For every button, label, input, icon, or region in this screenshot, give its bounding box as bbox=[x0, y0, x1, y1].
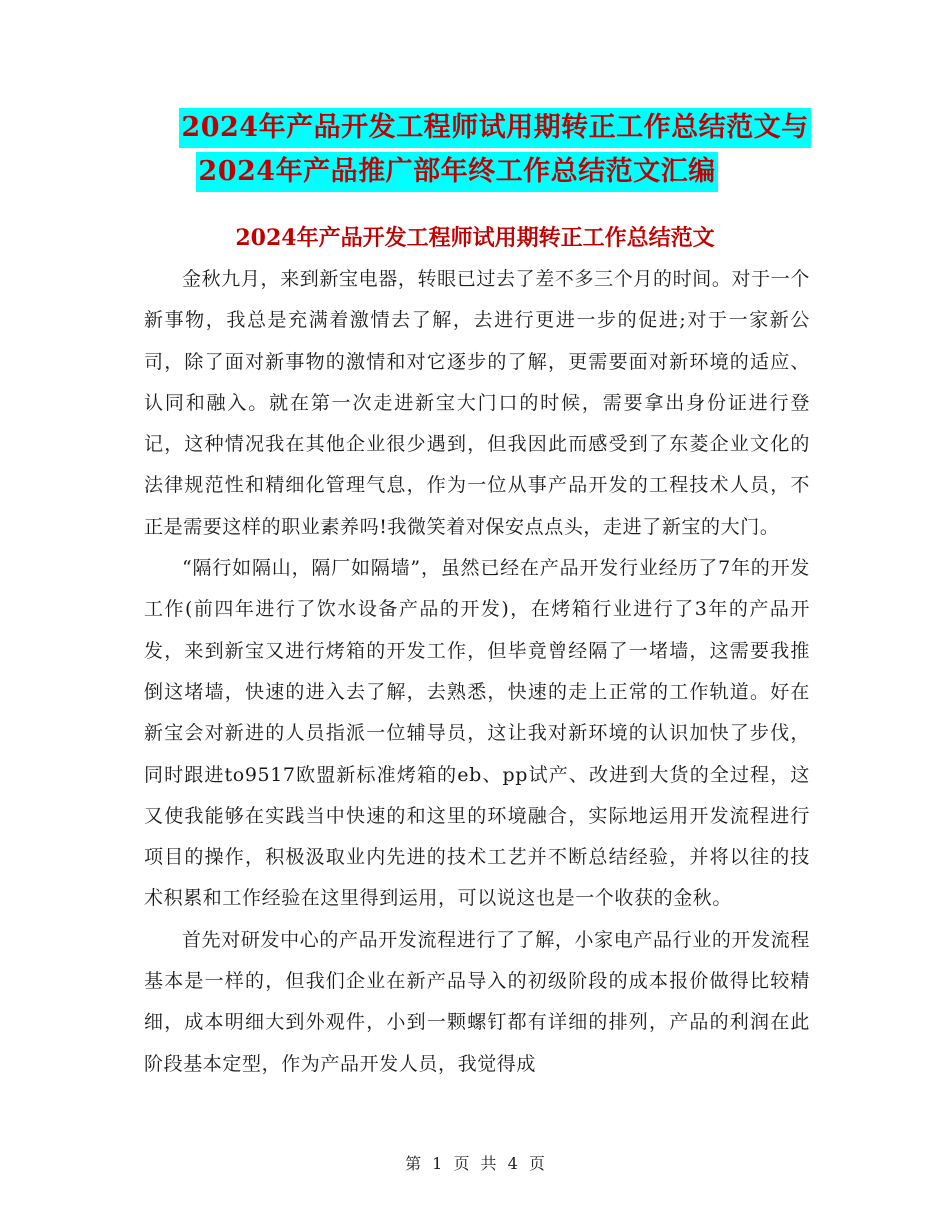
document-title bbox=[0, 108, 950, 192]
paragraph-2: “隔行如隔山，隔厂如隔墙”，虽然已经在产品开发行业经历了7年的开发工作(前四年进行了饮水设备产品的开发)，在烤箱行业进行了3年的产品开发，来到新宝又进行烤箱的开发工作，但毕竟曾经隔了一堵墙，这需要我推倒这堵墙，快速的进入去了解，去熟悉，快速的走上正常的工作轨道。好在新宝会对新进的人员指派一位辅导员，这让我对新环境的认识加快了步伐，同时跟进to9517欧盟新标准烤箱的eb、pp试产、改进到大货的全过程，这又使我能够在实践当中快速的和这里的环境融合，实际地运用开发流程进行项目的操作，积极汲取业内先进的技术工艺并不断总结经验，并将以往的技术积累和工作经验在这里得到运用，可以说这也是一个收获的金秋。 bbox=[144, 557, 810, 910]
title-line-2: 2024年产品推广部年终工作总结范文汇编 bbox=[196, 152, 717, 192]
paragraph-3: 首先对研发中心的产品开发流程进行了了解，小家电产品行业的开发流程基本是一样的，但我们企业在新产品导入的初级阶段的成本报价做得比较精细，成本明细大到外观件，小到一颗螺钉都有详细的排列，产品的利润在此阶段基本定型，作为产品开发人员，我觉得成 bbox=[144, 928, 810, 1075]
body-text bbox=[144, 259, 810, 1085]
title-line-1: 2024年产品开发工程师试用期转正工作总结范文与 bbox=[179, 108, 810, 148]
paragraph-1: 金秋九月，来到新宝电器，转眼已过去了差不多三个月的时间。对于一个新事物，我总是充满着激情去了解，去进行更进一步的促进;对于一家新公司，除了面对新事物的激情和对它逐步的了解，更需要面对新环境的适应、认同和融入。就在第一次走进新宝大门口的时候，需要拿出身份证进行登记，这种情况我在其他企业很少遇到，但我因此而感受到了东菱企业文化的法律规范性和精细化管理气息，作为一位从事产品开发的工程技术人员，不正是需要这样的职业素养吗!我微笑着对保安点点头，走进了新宝的大门。 bbox=[144, 268, 810, 538]
section-title: 2024年产品开发工程师试用期转正工作总结范文 bbox=[235, 225, 715, 251]
page-footer: 第 1 页 共 4 页 bbox=[405, 1154, 545, 1173]
